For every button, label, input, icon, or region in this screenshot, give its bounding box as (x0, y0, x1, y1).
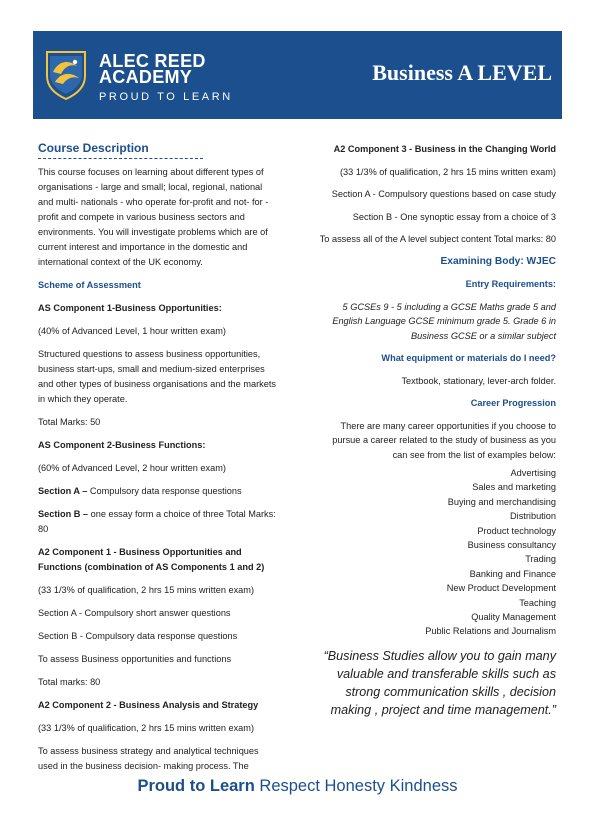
a2-1-assess: To assess Business opportunities and functions (38, 654, 232, 664)
as2-section-a-label: Section A – (38, 486, 88, 496)
as1-weight: (40% of Advanced Level, 1 hour written exam) (38, 326, 226, 336)
career-item: Trading (525, 554, 556, 565)
as1-heading: AS Component 1-Business Opportunities: (38, 303, 222, 313)
as2-heading: AS Component 2-Business Functions: (38, 440, 206, 450)
career-item: Distribution (510, 511, 556, 522)
page-title: Business A LEVEL (372, 60, 552, 85)
as1-marks: Total Marks: 50 (38, 417, 101, 427)
footer-values (0, 777, 595, 796)
as2-section-a (38, 484, 278, 499)
school-name-line1: ALEC REED (99, 51, 206, 71)
as2-weight: (60% of Advanced Level, 2 hour written exam) (38, 463, 226, 473)
a2-1-marks: Total marks: 80 (38, 677, 101, 687)
a2-2-heading: A2 Component 2 - Business Analysis and Strategy (38, 700, 259, 710)
career-item: Business consultancy (467, 540, 556, 551)
footer-proud-to-learn: Proud to Learn (137, 777, 255, 795)
equipment-heading: What equipment or materials do I need? (381, 353, 556, 363)
as1-text: Structured questions to assess business opportunities, business start-ups, small and medium-sized enterprises and other types of business organisations and the markets in which they operate. (38, 349, 276, 404)
quote: “Business Studies allow you to gain many valuable and transferable skills such as strong communication skills , decision making , project and time management.” (323, 648, 556, 717)
as2-section-b-text: one essay form a choice of three Total Marks: 80 (38, 509, 276, 534)
as2-section-b (38, 507, 278, 537)
school-name (99, 53, 206, 85)
career-list (318, 466, 556, 639)
course-description-text: This course focuses on learning about different types of organisations - large and small; local, regional, national and multi- nationals - who operate for-profit and not- for -profit and compete in various business sectors and environments. You will investigate problems which are of current interest and importance in the domestic and international context of the UK economy. (38, 167, 269, 267)
a2-3-heading: A2 Component 3 - Business in the Changing World (333, 144, 556, 154)
a2-3-weight: (33 1/3% of qualification, 2 hrs 15 mins written exam) (339, 166, 556, 177)
equipment-text: Textbook, stationary, lever-arch folder. (401, 375, 556, 386)
academy-crest-icon (45, 50, 87, 100)
entry-requirements-text: 5 GCSEs 9 - 5 including a GCSE Maths grade 5 and English Language GCSE minimum grade 5. Grade 6 in Business GCSE or a similar subject (332, 301, 556, 341)
career-item: New Product Development (446, 583, 556, 594)
a2-1-heading: A2 Component 1 - Business Opportunities and Functions (combination of AS Components 1 and 2) (38, 547, 265, 572)
career-item: Sales and marketing (472, 482, 556, 493)
a2-1-section-b: Section B - Compulsory data response questions (38, 631, 238, 641)
career-item: Banking and Finance (469, 568, 556, 579)
a2-1-weight: (33 1/3% of qualification, 2 hrs 15 mins written exam) (38, 585, 255, 595)
as2-section-b-label: Section B – (38, 509, 89, 519)
header-banner (33, 31, 562, 119)
a2-3-assess: To assess all of the A level subject content Total marks: 80 (319, 234, 556, 244)
career-text: There are many career opportunities if you choose to pursue a career related to the study of business as you can see from the list of examples below: (332, 420, 556, 460)
right-column (318, 142, 556, 719)
a2-3-section-a: Section A - Compulsory questions based on case study (331, 189, 556, 199)
career-heading: Career Progression (470, 398, 556, 408)
as2-section-a-text: Compulsory data response questions (87, 486, 242, 496)
career-item: Public Relations and Journalism (425, 626, 556, 637)
entry-requirements-heading: Entry Requirements: (465, 279, 556, 289)
career-item: Product technology (477, 525, 556, 536)
a2-1-section-a: Section A - Compulsory short answer questions (38, 608, 231, 618)
footer-values-text: Respect Honesty Kindness (254, 777, 458, 795)
career-item: Quality Management (471, 612, 556, 623)
a2-2-text: To assess business strategy and analytical techniques used in the business decision- making process. The (38, 746, 259, 771)
career-item: Teaching (519, 597, 556, 608)
career-item: Buying and merchandising (447, 496, 556, 507)
examining-body: Examining Body: WJEC (440, 255, 556, 267)
course-description-heading: Course Description (38, 140, 203, 159)
scheme-heading: Scheme of Assessment (38, 280, 141, 290)
school-motto: PROUD TO LEARN (99, 91, 233, 103)
school-name-line2: ACADEMY (99, 67, 193, 87)
career-item: Advertising (510, 468, 556, 478)
a2-2-weight: (33 1/3% of qualification, 2 hrs 15 mins written exam) (38, 723, 255, 733)
left-column (38, 140, 278, 782)
a2-3-section-b: Section B - One synoptic essay from a choice of 3 (352, 211, 556, 222)
